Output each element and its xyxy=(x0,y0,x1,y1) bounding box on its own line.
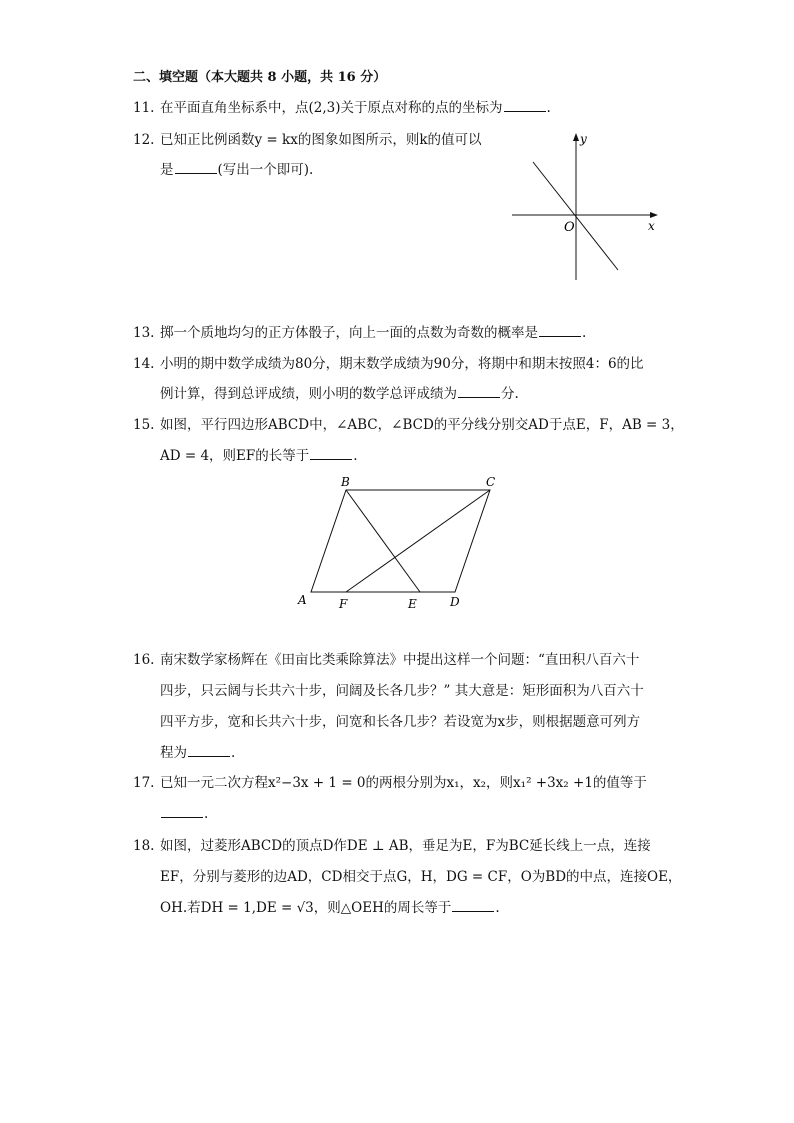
question-number: 13. xyxy=(133,325,155,341)
question-text: 如图，过菱形ABCD的顶点D作DE ⊥ AB，垂足为E，F为BC延长线上一点，连接 xyxy=(160,838,651,854)
question-18-line3 xyxy=(160,898,500,918)
question-18 xyxy=(133,836,651,856)
question-number: 17. xyxy=(133,775,155,791)
answer-blank[interactable] xyxy=(452,898,494,912)
question-number: 12. xyxy=(133,132,155,148)
question-13 xyxy=(133,323,586,343)
bisector-be xyxy=(346,490,420,592)
point-a-label: A xyxy=(298,593,307,607)
answer-blank[interactable] xyxy=(188,743,230,757)
question-15-line2 xyxy=(160,446,358,466)
question-14 xyxy=(133,354,644,374)
question-text-end: . xyxy=(582,325,587,341)
question-18-line2: EF，分别与菱形的边AD，CD相交于点G，H，DG = CF，O为BD的中点，连接OE， xyxy=(160,869,682,885)
question-number: 16. xyxy=(133,652,155,668)
question-17 xyxy=(133,773,647,793)
point-b-label: B xyxy=(341,475,350,489)
question-16-line2: 四步，只云阔与长共六十步，问阔及长各几步？” 其大意是：矩形面积为八百六十 xyxy=(160,683,644,699)
point-d-label: D xyxy=(450,595,460,609)
question-text: 是 xyxy=(160,162,174,178)
figure-15-parallelogram xyxy=(290,470,510,615)
question-text: 南宋数学家杨辉在《田亩比类乘除算法》中提出这样一个问题：“直田积八百六十 xyxy=(160,652,640,668)
section-title: 二、填空题（本大题共 8 小题，共 16 分） xyxy=(133,70,387,85)
answer-blank[interactable] xyxy=(539,323,581,337)
question-text: 已知正比例函数y = kx的图象如图所示，则k的值可以 xyxy=(160,132,482,148)
answer-blank[interactable] xyxy=(504,98,546,112)
question-11 xyxy=(133,98,551,118)
question-text: 如图，平行四边形ABCD中，∠ABC，∠BCD的平分线分别交AD于点E，F，AB = 3， xyxy=(160,417,684,433)
answer-blank[interactable] xyxy=(310,446,352,460)
question-text-end: 分. xyxy=(501,386,519,402)
figure-12-graph xyxy=(500,125,670,290)
question-16-line3: 四平方步，宽和长共六十步，问宽和长各几步？若设宽为x步，则根据题意可列方 xyxy=(160,714,641,730)
question-number: 14. xyxy=(133,356,155,372)
question-15 xyxy=(133,415,684,435)
answer-blank[interactable] xyxy=(161,804,203,818)
answer-blank[interactable] xyxy=(458,384,500,398)
question-12 xyxy=(133,130,482,150)
point-e-label: E xyxy=(408,597,417,611)
question-16 xyxy=(133,650,639,670)
question-14-line2 xyxy=(160,384,519,404)
question-text-end: . xyxy=(353,448,358,464)
question-text: 例计算，得到总评成绩，则小明的数学总评成绩为 xyxy=(160,386,457,402)
question-text: 在平面直角坐标系中，点(2,3)关于原点对称的点的坐标为 xyxy=(160,100,503,116)
question-text-end: . xyxy=(495,900,500,916)
question-12-line2 xyxy=(160,160,313,180)
point-f-label: F xyxy=(339,597,348,611)
origin-label: O xyxy=(564,220,575,235)
question-number: 18. xyxy=(133,838,155,854)
x-label: x xyxy=(648,219,655,233)
question-text-end: . xyxy=(546,100,551,116)
x-axis-arrow xyxy=(650,212,658,218)
question-number: 11. xyxy=(133,100,155,116)
question-16-line4 xyxy=(160,743,235,763)
question-text: 程为 xyxy=(160,745,187,761)
y-label: y xyxy=(580,132,587,146)
question-17-line2 xyxy=(160,804,208,824)
question-text-end: (写出一个即可). xyxy=(217,162,314,178)
parallelogram-abcd xyxy=(311,490,490,592)
bisector-cf xyxy=(346,490,490,592)
question-number: 15. xyxy=(133,417,155,433)
question-text: 小明的期中数学成绩为80分，期末数学成绩为90分，将期中和期末按照4：6的比 xyxy=(160,356,644,372)
question-text-end: . xyxy=(231,745,236,761)
question-text: OH.若DH = 1,DE = √3，则△OEH的周长等于 xyxy=(160,900,452,916)
question-text: 掷一个质地均匀的正方体骰子，向上一面的点数为奇数的概率是 xyxy=(160,325,538,341)
answer-blank[interactable] xyxy=(175,160,217,174)
question-text: 已知一元二次方程x²−3x + 1 = 0的两根分别为x₁，x₂，则x₁² +3x₂ +1的值等于 xyxy=(160,775,647,791)
y-axis-arrow xyxy=(573,133,579,141)
question-text: AD = 4，则EF的长等于 xyxy=(160,448,310,464)
point-c-label: C xyxy=(486,475,496,489)
question-text-end: . xyxy=(204,806,209,822)
